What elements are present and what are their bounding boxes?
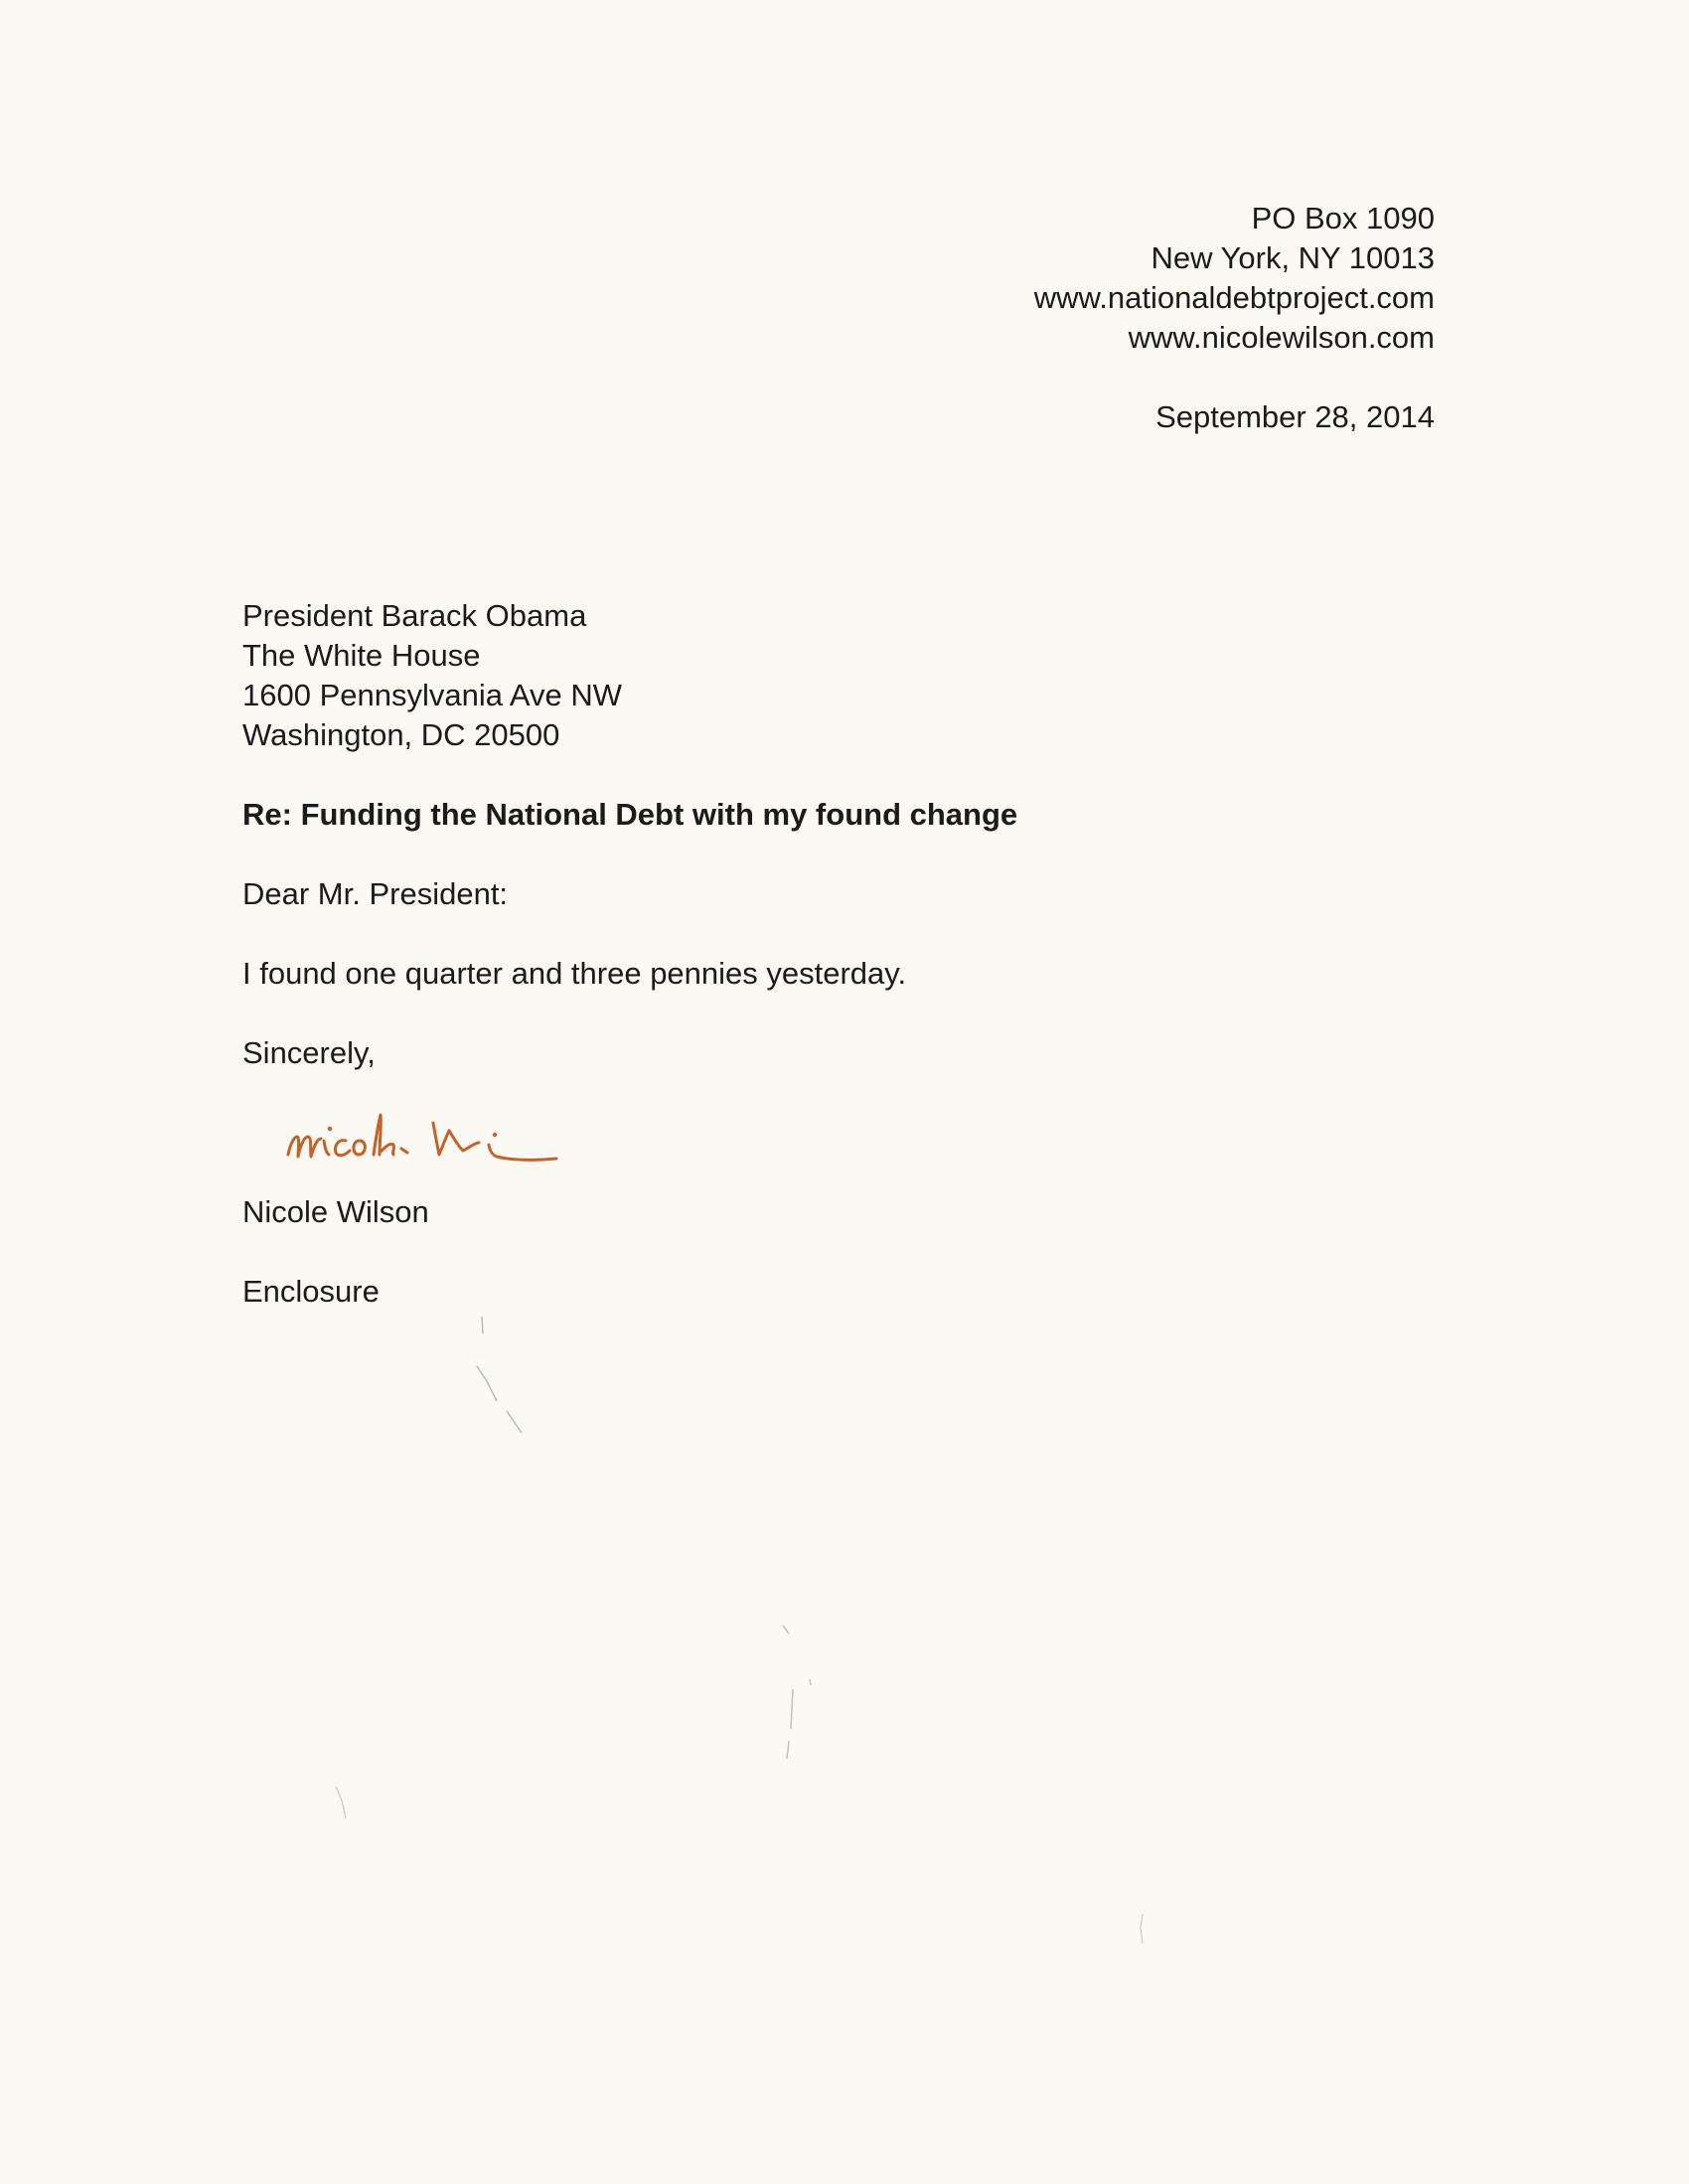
enclosure-notation: Enclosure (242, 1274, 380, 1309)
scan-speck (328, 1779, 358, 1828)
recipient-city-state-zip: Washington, DC 20500 (242, 717, 560, 752)
scan-speck (467, 1312, 537, 1441)
sender-website-2: www.nicolewilson.com (1128, 320, 1435, 355)
signer-name: Nicole Wilson (242, 1194, 429, 1229)
sender-city-state-zip: New York, NY 10013 (1151, 240, 1435, 275)
body-paragraph: I found one quarter and three pennies yesterday. (242, 956, 907, 991)
recipient-name: President Barack Obama (242, 598, 587, 633)
recipient-organization: The White House (242, 638, 481, 673)
scan-speck (1133, 1908, 1152, 1957)
scan-speck (775, 1620, 825, 1769)
closing: Sincerely, (242, 1035, 376, 1070)
salutation: Dear Mr. President: (242, 876, 509, 911)
recipient-street: 1600 Pennsylvania Ave NW (242, 678, 622, 712)
subject-line: Re: Funding the National Debt with my found change (242, 797, 1018, 832)
handwritten-signature (284, 1107, 588, 1172)
sender-website-1: www.nationaldebtproject.com (1033, 280, 1435, 315)
letter-date: September 28, 2014 (1155, 399, 1435, 434)
sender-po-box: PO Box 1090 (1251, 201, 1435, 235)
